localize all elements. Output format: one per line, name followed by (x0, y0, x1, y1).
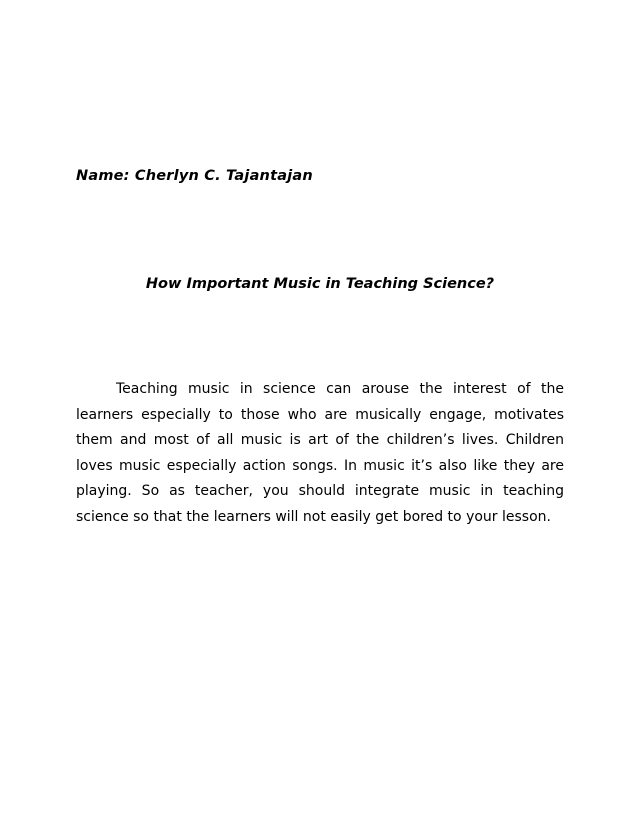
body-paragraph: Teaching music in science can arouse the interest of the learners especially to those who are musically engage, motivates them and most of all music is art of the children’s lives. Children loves music especially action songs. In music it’s also like they are playing. So as teacher, you should integrate music in teaching science so that the learners will not easily get bored to your lesson. (76, 381, 564, 525)
author-name: Name: Cherlyn C. Tajantajan (76, 168, 313, 184)
document-title: How Important Music in Teaching Science? (145, 276, 495, 292)
